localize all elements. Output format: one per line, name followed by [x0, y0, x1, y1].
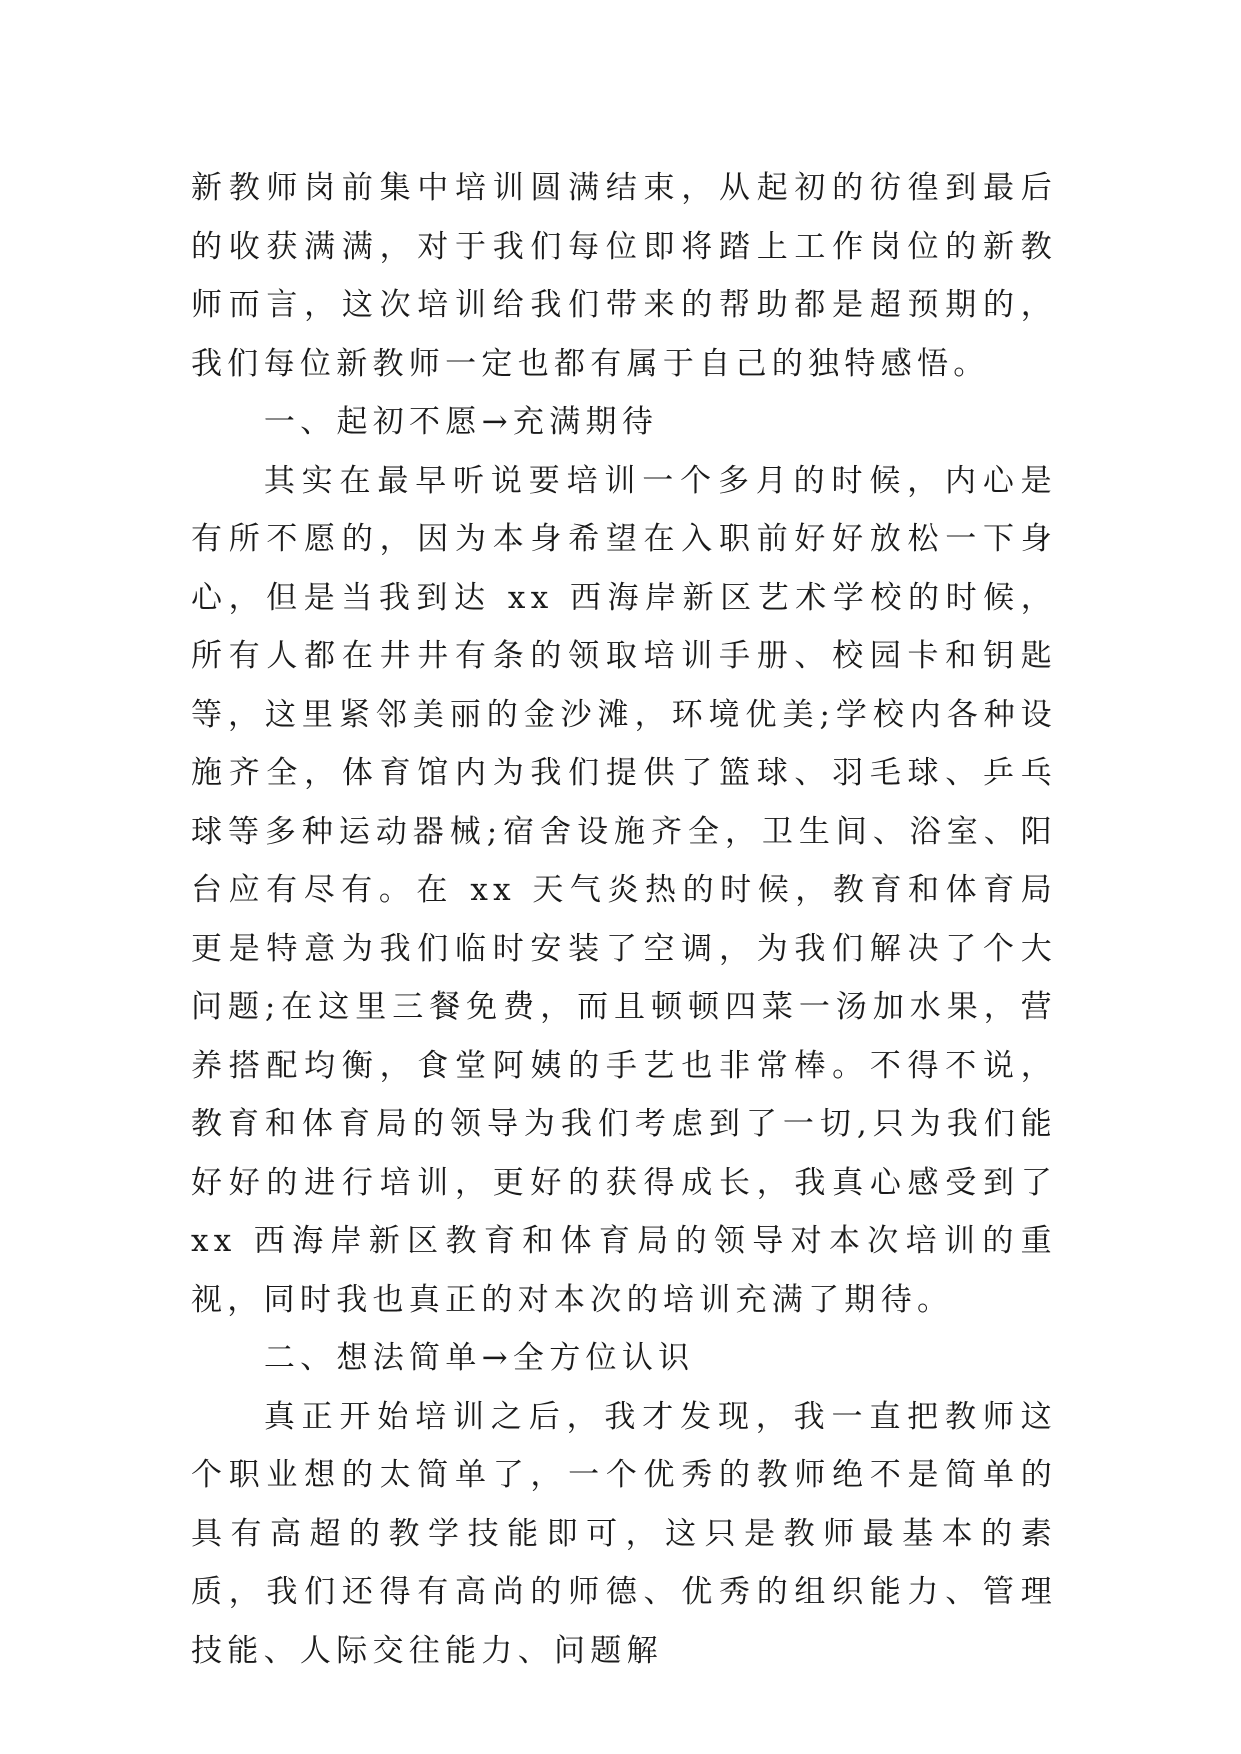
section-1-paragraph: 其实在最早听说要培训一个多月的时候，内心是有所不愿的，因为本身希望在入职前好好放松一下身心，但是当我到达 xx 西海岸新区艺术学校的时候，所有人都在井井有条的领取培训手册、校园卡和钥匙等，这里紧邻美丽的金沙滩，环境优美;学校内各种设施齐全，体育馆内为我们提供了篮球、羽毛球、乒乓球等多种运动器械;宿舍设施齐全，卫生间、浴室、阳台应有尽有。在 xx 天气炎热的时候，教育和体育局更是特意为我们临时安装了空调，为我们解决了个大问题;在这里三餐免费，而且顿顿四菜一汤加水果，营养搭配均衡，食堂阿姨的手艺也非常棒。不得不说，教育和体育局的领导为我们考虑到了一切,只为我们能好好的进行培训，更好的获得成长，我真心感受到了 xx 西海岸新区教育和体育局的领导对本次培训的重视，同时我也真正的对本次的培训充满了期待。 — [191, 462, 1057, 1318]
section-heading-1: 一、起初不愿→充满期待 — [263, 404, 659, 440]
intro-paragraph: 新教师岗前集中培训圆满结束，从起初的彷徨到最后的收获满满，对于我们每位即将踏上工作岗位的新教师而言，这次培训给我们带来的帮助都是超预期的，我们每位新教师一定也都有属于自己的独特感悟。 — [191, 170, 1057, 382]
document-body — [191, 159, 1057, 1680]
section-2-paragraph: 真正开始培训之后，我才发现，我一直把教师这个职业想的太简单了，一个优秀的教师绝不是简单的具有高超的教学技能即可，这只是教师最基本的素质，我们还得有高尚的师德、优秀的组织能力、管理技能、人际交往能力、问题解 — [191, 1398, 1057, 1669]
section-heading-2: 二、想法简单→全方位认识 — [263, 1340, 695, 1376]
